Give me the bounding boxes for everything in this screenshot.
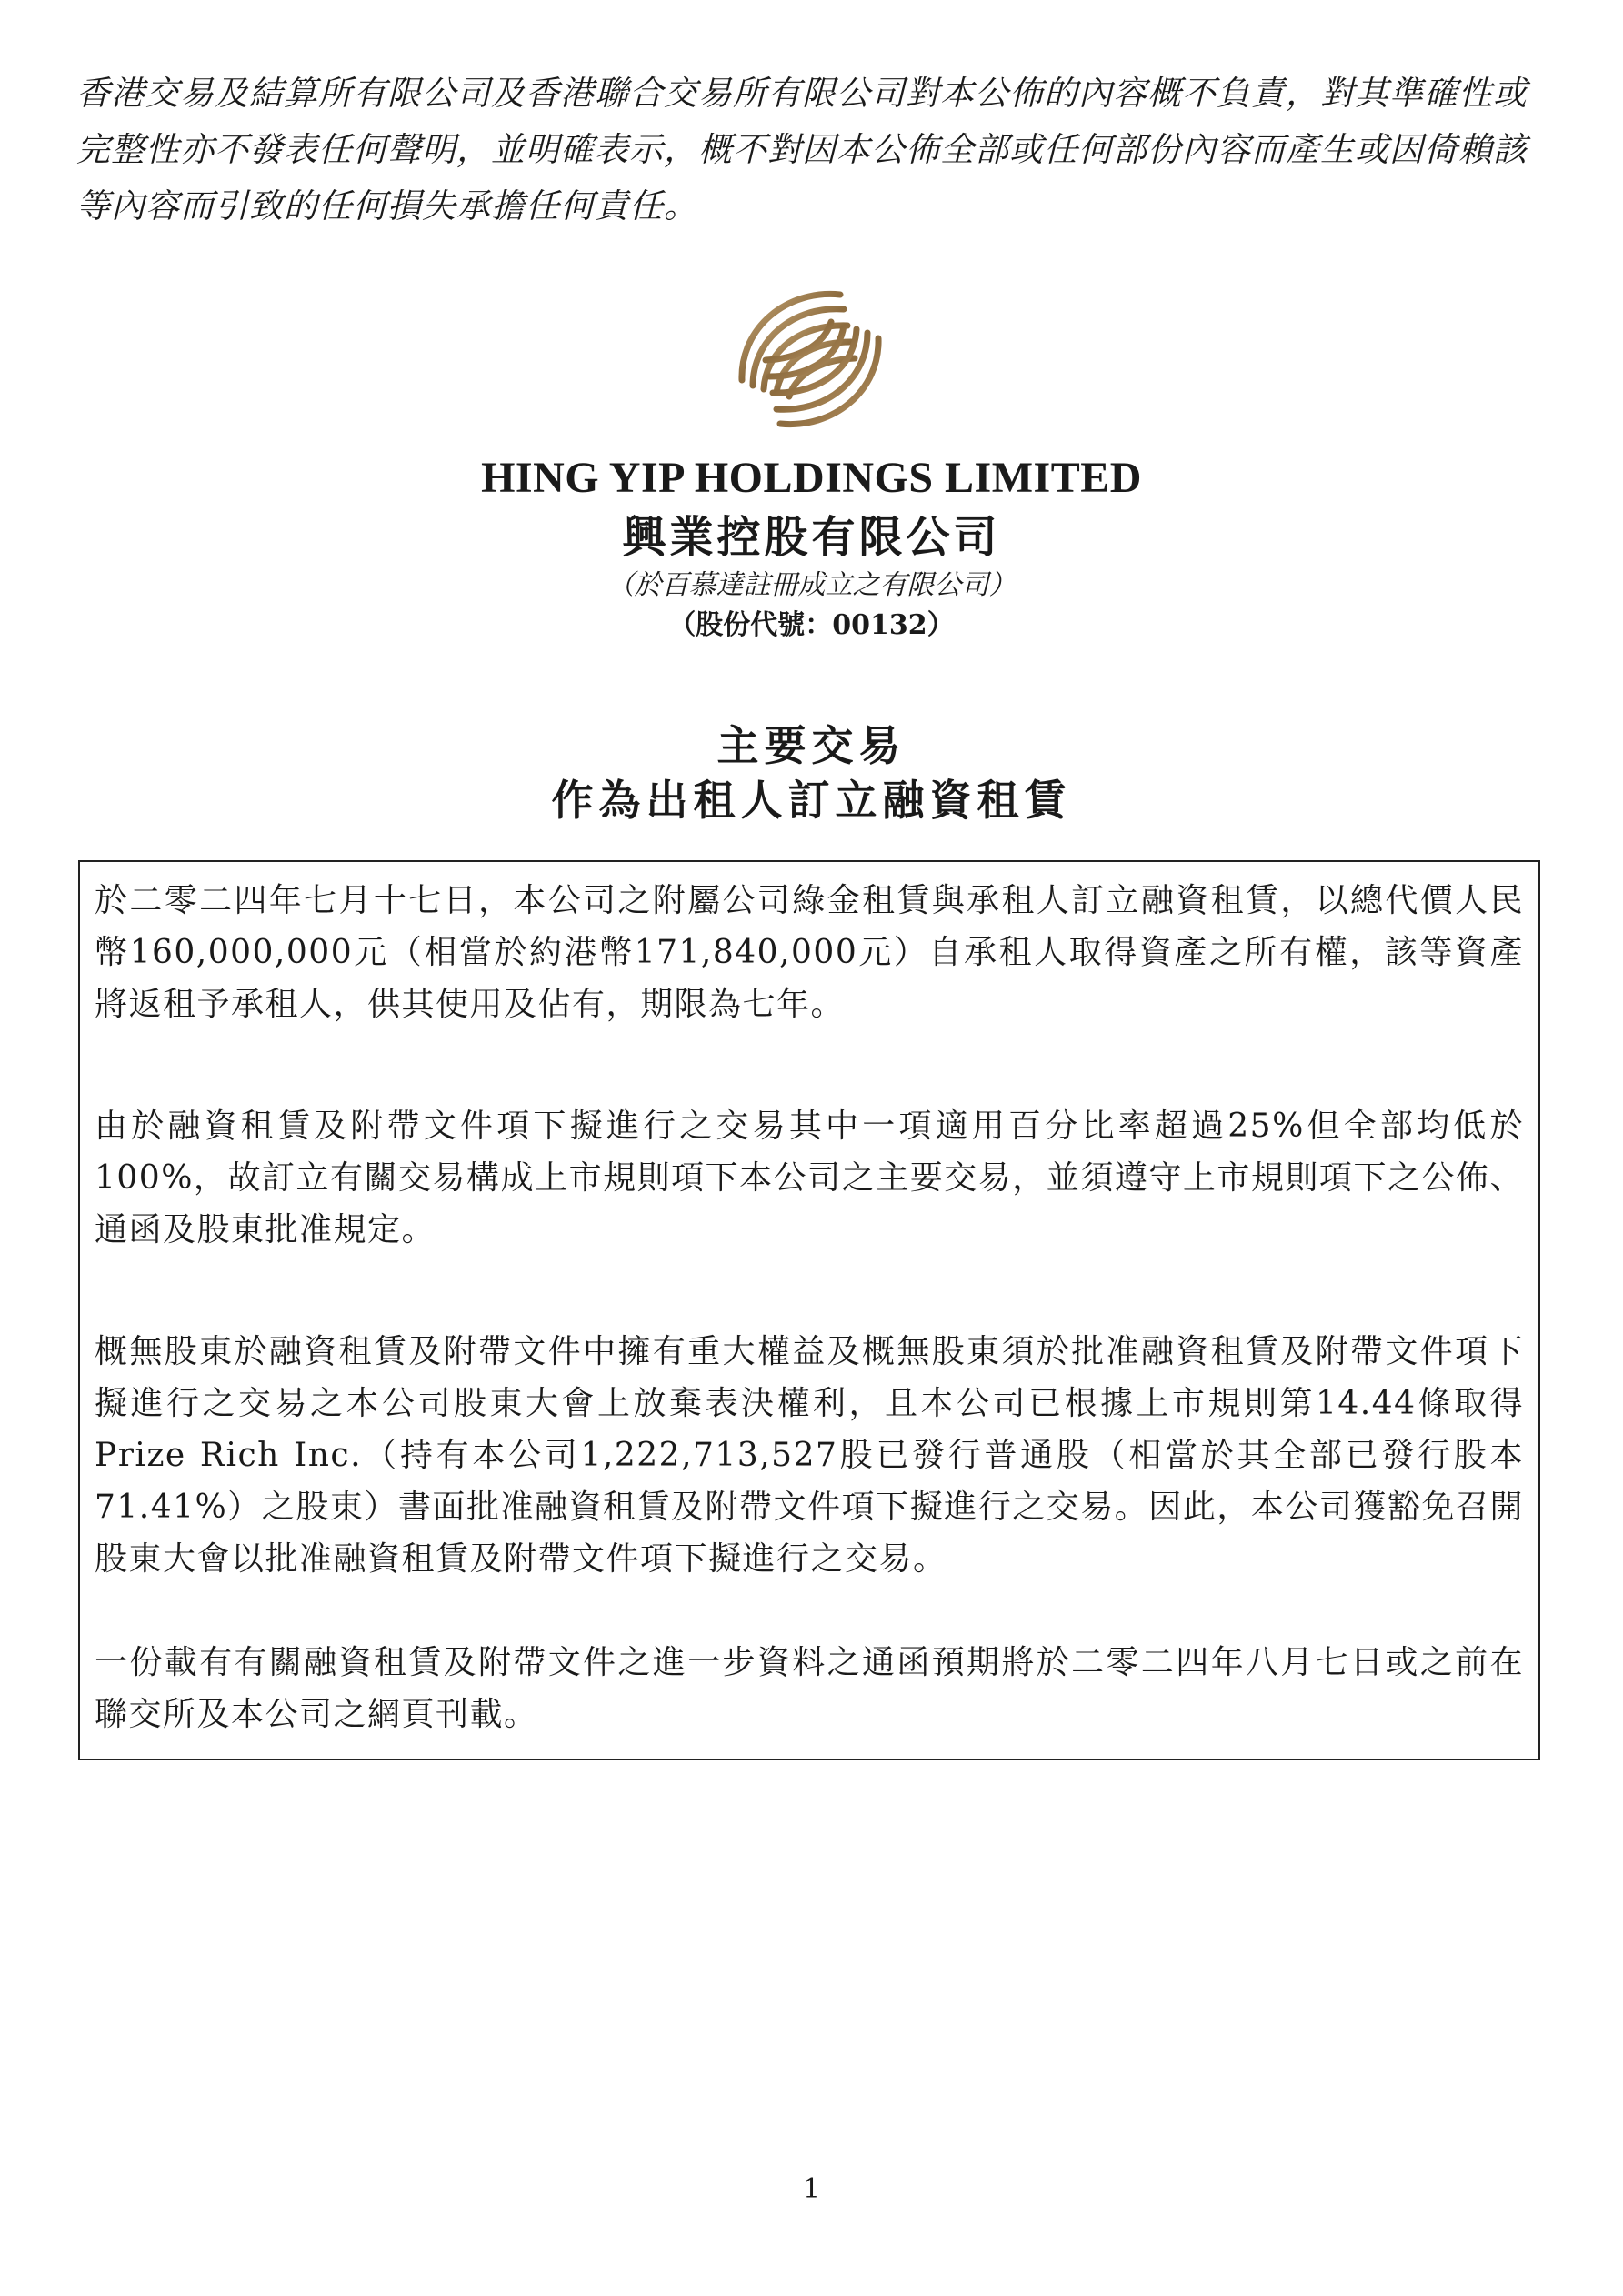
announcement-subtitle: 作為出租人訂立融資租賃: [551, 776, 1072, 825]
summary-paragraph: 於二零二四年七月十七日，本公司之附屬公司綠金租賃與承租人訂立融資租賃，以總代價人民幣160,000,000元（相當於約港幣171,840,000元）自承租人取得資產之所有權，該等資產將返租予承租人，供其使用及佔有，期限為七年。: [95, 882, 1524, 1023]
announcement-title: 主要交易: [716, 721, 907, 770]
summary-box: [78, 860, 1540, 1760]
summary-paragraph: 一份載有有關融資租賃及附帶文件之進一步資料之通函預期將於二零二四年八月七日或之前在聯交所及本公司之網頁刊載。: [95, 1644, 1524, 1733]
summary-paragraph: 概無股東於融資租賃及附帶文件中擁有重大權益及概無股東須於批准融資租賃及附帶文件項下擬進行之交易之本公司股東大會上放棄表決權利，且本公司已根據上市規則第14.44條取得Prize Rich Inc.（持有本公司1,222,713,527股已發行普通股（相當於其全部已發行股本71.41%）之股東）書面批准融資租賃及附帶文件項下擬進行之交易。因此，本公司獲豁免召開股東大會以批准融資租賃及附帶文件項下擬進行之交易。: [95, 1333, 1524, 1578]
stock-code: （股份代號：00132）: [668, 609, 955, 641]
company-name-chinese: 興業控股有限公司: [622, 512, 1001, 563]
page-number: 1: [802, 2173, 821, 2205]
incorporation-note: （於百慕達註冊成立之有限公司）: [606, 569, 1017, 601]
summary-paragraph: 由於融資租賃及附帶文件項下擬進行之交易其中一項適用百分比率超過25%但全部均低於100%，故訂立有關交易構成上市規則項下本公司之主要交易，並須遵守上市規則項下之公佈、通函及股東批准規定。: [95, 1108, 1524, 1248]
company-logo-icon: [724, 273, 897, 446]
company-name-english: HING YIP HOLDINGS LIMITED: [481, 454, 1142, 502]
disclaimer-text: 香港交易及結算所有限公司及香港聯合交易所有限公司對本公佈的內容概不負責，對其準確性或完整性亦不發表任何聲明，並明確表示，概不對因本公佈全部或任何部份內容而產生或因倚賴該等內容而引致的任何損失承擔任何責任。: [76, 74, 1528, 226]
